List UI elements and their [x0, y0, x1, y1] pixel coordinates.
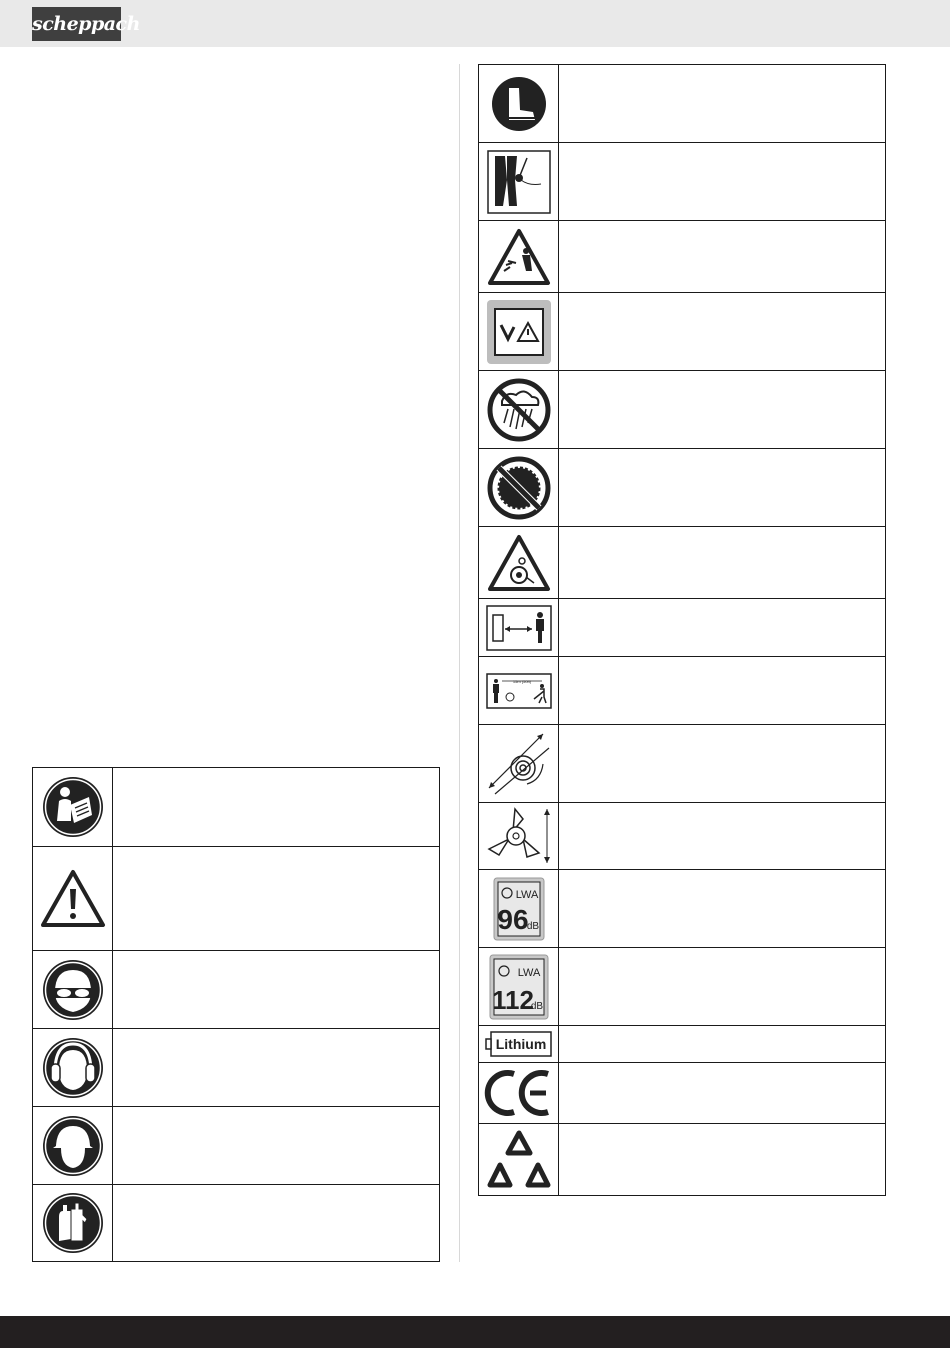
symbol-row: [33, 951, 440, 1029]
sound-value: 96: [496, 903, 529, 935]
symbol-description: [559, 1124, 886, 1196]
sound-label: LWA: [515, 888, 538, 901]
sound-value: 112: [491, 984, 534, 1015]
symbol-row: [479, 725, 886, 803]
symbol-row: [479, 293, 886, 371]
warning-triangle-icon: [33, 847, 113, 951]
column-divider: [459, 64, 460, 1262]
bystander-distance-icon: [479, 657, 559, 725]
symbol-description: [559, 725, 886, 803]
symbol-description: [559, 803, 886, 870]
page-footer: [0, 1316, 950, 1348]
symbol-description: [559, 65, 886, 143]
recycling-triangle-icon: [479, 1124, 559, 1196]
gloves-icon: [33, 1185, 113, 1262]
page-header: [0, 0, 950, 47]
symbol-description: [559, 1063, 886, 1124]
symbol-row: [479, 657, 886, 725]
symbol-row: [479, 527, 886, 599]
protective-clothing-icon: [479, 143, 559, 221]
lithium-label: Lithium: [495, 1036, 546, 1052]
safety-boots-icon: [479, 65, 559, 143]
read-manual-icon: [33, 768, 113, 847]
symbol-row: [479, 1124, 886, 1196]
symbol-description: [113, 1185, 440, 1262]
ear-protection-icon: [33, 1029, 113, 1107]
symbol-description: [113, 768, 440, 847]
symbol-row: [479, 599, 886, 657]
symbol-row: [479, 221, 886, 293]
symbol-table-left: [32, 767, 440, 1262]
symbol-row: [479, 1063, 886, 1124]
sound-power-112-icon: [479, 948, 559, 1026]
eye-protection-icon: [33, 951, 113, 1029]
symbol-row: [33, 768, 440, 847]
symbol-row: [33, 1029, 440, 1107]
three-tooth-blade-icon: [479, 803, 559, 870]
symbol-description: [559, 599, 886, 657]
lithium-battery-icon: [479, 1026, 559, 1063]
symbol-description: [559, 1026, 886, 1063]
helmet-icon: [33, 1107, 113, 1185]
symbol-description: [113, 1107, 440, 1185]
ce-mark-icon: [479, 1063, 559, 1124]
sound-unit: dB: [526, 920, 539, 932]
symbol-row: [33, 847, 440, 951]
symbol-row: [479, 449, 886, 527]
symbol-description: [559, 293, 886, 371]
sound-power-96-icon: [479, 870, 559, 948]
flying-debris-warning-icon: [479, 221, 559, 293]
symbol-description: [559, 143, 886, 221]
spool-rotation-icon: [479, 725, 559, 803]
symbol-row: [479, 65, 886, 143]
sound-unit: dB: [530, 1000, 543, 1012]
symbol-description: [559, 657, 886, 725]
rotating-tool-warning-icon: [479, 527, 559, 599]
symbol-description: [113, 847, 440, 951]
symbol-description: [559, 527, 886, 599]
sound-label: LWA: [517, 966, 540, 979]
symbol-description: [113, 951, 440, 1029]
symbol-table-right: [478, 64, 886, 1196]
pinch-hazard-label-icon: [479, 293, 559, 371]
symbol-row: [479, 1026, 886, 1063]
scheppach-logo: scheppach: [32, 7, 121, 41]
symbol-description: [559, 948, 886, 1026]
no-rain-icon: [479, 371, 559, 449]
symbol-description: [113, 1029, 440, 1107]
symbol-row: [479, 143, 886, 221]
distance-label: 15m (50ft): [512, 678, 531, 684]
symbol-row: [479, 870, 886, 948]
symbol-row: [479, 948, 886, 1026]
keep-distance-icon: [479, 599, 559, 657]
symbol-row: [479, 371, 886, 449]
symbol-row: [33, 1107, 440, 1185]
symbol-description: [559, 221, 886, 293]
symbol-description: [559, 449, 886, 527]
symbol-row: [479, 803, 886, 870]
symbol-description: [559, 371, 886, 449]
symbol-description: [559, 870, 886, 948]
no-saw-blade-icon: [479, 449, 559, 527]
symbol-row: [33, 1185, 440, 1262]
